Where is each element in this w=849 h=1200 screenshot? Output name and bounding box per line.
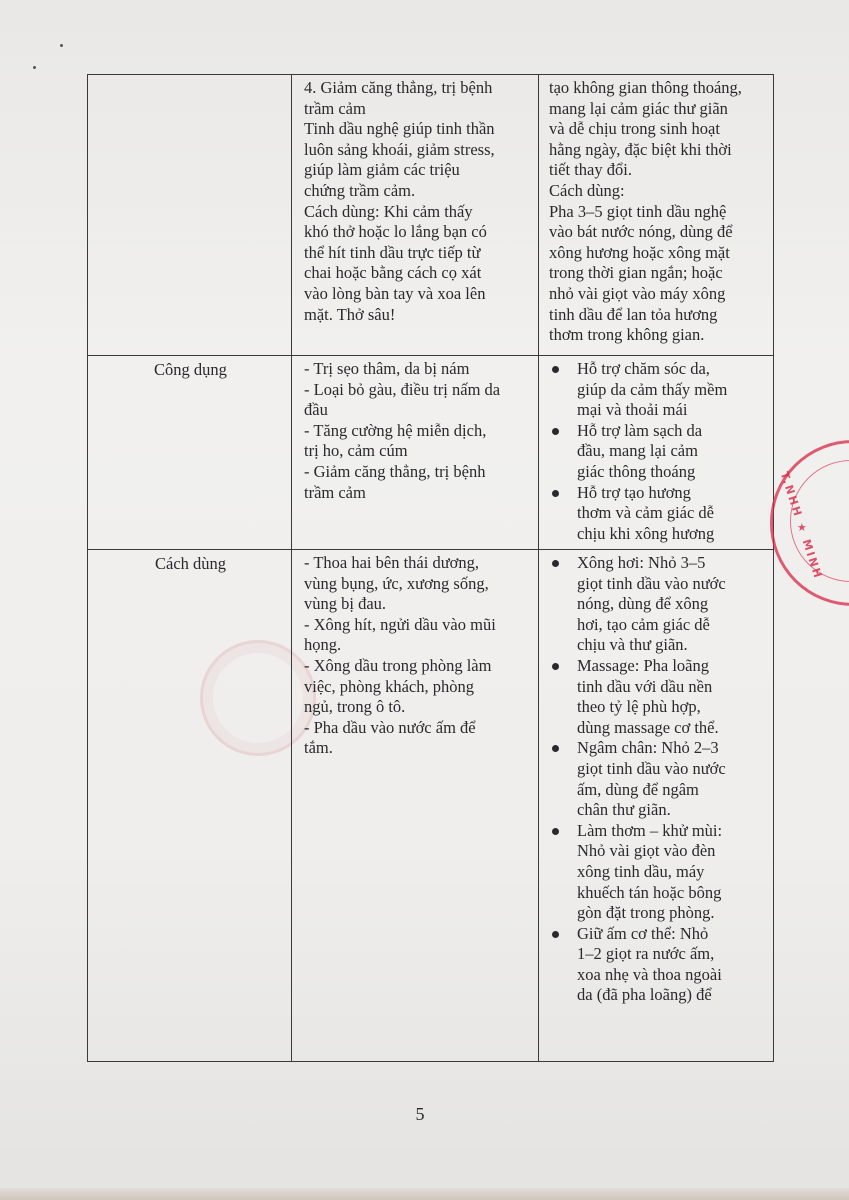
text-line: ngủ, trong ô tô. bbox=[304, 697, 406, 717]
page-bottom-edge bbox=[0, 1188, 849, 1200]
bullet-text-line: giác thông thoáng bbox=[577, 461, 696, 481]
document-table bbox=[87, 74, 774, 1062]
bullet-text-line: gòn đặt trong phòng. bbox=[577, 903, 715, 923]
bullet-text-line: Nhỏ vài giọt vào đèn bbox=[577, 841, 716, 861]
text-line: thơm trong không gian. bbox=[549, 325, 705, 345]
bullet-text-line: Làm thơm – khử mùi: bbox=[577, 820, 723, 840]
bullet-item bbox=[549, 421, 767, 483]
text-line: trị ho, cảm cúm bbox=[304, 441, 408, 461]
bullet-text-line: khuếch tán hoặc bông bbox=[577, 882, 722, 902]
page-number: 5 bbox=[415, 1104, 425, 1124]
bullet-text-line: Hỗ trợ tạo hương bbox=[577, 482, 691, 502]
text-line: 4. Giảm căng thẳng, trị bệnh bbox=[304, 78, 493, 97]
row2-bullet-list bbox=[549, 359, 767, 544]
table-row-continued bbox=[88, 75, 774, 356]
bullet-text-line: chịu và thư giãn. bbox=[577, 635, 688, 655]
bullet-text-line: Xông hơi: Nhỏ 3–5 bbox=[577, 553, 706, 572]
row3-col3-cell bbox=[539, 550, 774, 1062]
row2-col3-cell bbox=[539, 356, 774, 550]
text-line: mặt. Thở sâu! bbox=[304, 304, 396, 324]
text-line: vùng bụng, ức, xương sống, bbox=[304, 573, 489, 593]
bullet-text-line: tinh dầu với dầu nền bbox=[577, 676, 713, 696]
text-line: trầm cảm bbox=[304, 482, 366, 502]
bullet-text-line: Hỗ trợ làm sạch da bbox=[577, 420, 703, 440]
bullet-text-line: nóng, dùng để xông bbox=[577, 594, 709, 614]
text-line: chai hoặc bằng cách cọ xát bbox=[304, 263, 482, 283]
table-row-cach-dung bbox=[88, 550, 774, 1062]
text-line: việc, phòng khách, phòng bbox=[304, 676, 475, 696]
text-line: đầu bbox=[304, 400, 328, 420]
bullet-text-line: theo tỷ lệ phù hợp, bbox=[577, 697, 701, 717]
bullet-text-line: Giữ ấm cơ thể: Nhỏ bbox=[577, 923, 709, 943]
text-line: mang lại cảm giác thư giãn bbox=[549, 98, 728, 118]
row3-bullet-list bbox=[549, 553, 767, 1006]
bullet-text-line: chịu khi xông hương bbox=[577, 523, 715, 543]
row2-col2-cell bbox=[292, 356, 539, 550]
row1-col2-cell bbox=[292, 75, 539, 356]
bullet-text-line: xông tinh dầu, máy bbox=[577, 861, 705, 881]
bullet-text-line: đầu, mang lại cảm bbox=[577, 441, 698, 461]
text-line: - Loại bỏ gàu, điều trị nấm da bbox=[304, 379, 501, 399]
text-line: và dễ chịu trong sinh hoạt bbox=[549, 119, 720, 139]
row1-col3-text bbox=[549, 78, 767, 346]
bullet-text-line: 1–2 giọt ra nước ấm, bbox=[577, 944, 715, 964]
text-line: - Thoa hai bên thái dương, bbox=[304, 553, 479, 572]
text-line: vùng bị đau. bbox=[304, 594, 387, 614]
text-line: vào lòng bàn tay và xoa lên bbox=[304, 283, 486, 303]
text-line: tinh dầu để lan tỏa hương bbox=[549, 304, 718, 324]
row-label bbox=[88, 75, 292, 356]
text-line: giúp làm giảm các triệu bbox=[304, 160, 460, 180]
bullet-item bbox=[549, 924, 767, 1006]
bullet-item bbox=[549, 738, 767, 820]
text-line: Pha 3–5 giọt tinh dầu nghệ bbox=[549, 201, 727, 221]
row2-col2-text bbox=[304, 359, 528, 503]
bullet-item bbox=[549, 656, 767, 738]
text-line: - Xông dầu trong phòng làm bbox=[304, 655, 492, 675]
row1-col3-cell bbox=[539, 75, 774, 356]
row-label-cach-dung: Cách dùng bbox=[88, 550, 292, 1062]
text-line: vào bát nước nóng, dùng để bbox=[549, 222, 733, 242]
text-line: - Tăng cường hệ miễn dịch, bbox=[304, 420, 487, 440]
text-line: xông hương hoặc xông mặt bbox=[549, 242, 730, 262]
bullet-text-line: giọt tinh dầu vào nước bbox=[577, 758, 726, 778]
text-line: trong thời gian ngắn; hoặc bbox=[549, 263, 723, 283]
text-line: hằng ngày, đặc biệt khi thời bbox=[549, 139, 732, 159]
bullet-text-line: ấm, dùng để ngâm bbox=[577, 779, 699, 799]
text-line: - Trị sẹo thâm, da bị nám bbox=[304, 359, 470, 378]
stamp-text: T.NHH ★ MINH bbox=[777, 470, 825, 582]
bullet-text-line: da (đã pha loãng) để bbox=[577, 985, 712, 1005]
table-row-cong-dung bbox=[88, 356, 774, 550]
row3-col2-cell bbox=[292, 550, 539, 1062]
text-line: họng. bbox=[304, 635, 342, 655]
text-line: tạo không gian thông thoáng, bbox=[549, 78, 742, 97]
bullet-text-line: xoa nhẹ và thoa ngoài bbox=[577, 964, 722, 984]
bullet-item bbox=[549, 553, 767, 656]
text-line: trầm cảm bbox=[304, 98, 366, 118]
bullet-text-line: thơm và cảm giác dễ bbox=[577, 503, 715, 523]
dust-speck bbox=[60, 44, 63, 47]
text-line: - Pha dầu vào nước ấm để bbox=[304, 717, 476, 737]
bullet-text-line: mại và thoải mái bbox=[577, 400, 688, 420]
text-line: Tinh dầu nghệ giúp tinh thần bbox=[304, 119, 495, 139]
text-line: thể hít tinh dầu trực tiếp từ bbox=[304, 242, 481, 262]
text-line: tắm. bbox=[304, 738, 333, 758]
row1-col2-text bbox=[304, 78, 528, 325]
text-line: khó thở hoặc lo lắng bạn có bbox=[304, 222, 487, 242]
bullet-text-line: giúp da cảm thấy mềm bbox=[577, 379, 728, 399]
text-line: - Xông hít, ngửi dầu vào mũi bbox=[304, 614, 496, 634]
text-line: luôn sảng khoái, giảm stress, bbox=[304, 139, 495, 159]
row-label-cong-dung: Công dụng bbox=[88, 356, 292, 550]
bullet-text-line: dùng massage cơ thể. bbox=[577, 717, 719, 737]
text-line: Cách dùng: bbox=[549, 180, 625, 200]
bullet-text-line: hơi, tạo cảm giác dễ bbox=[577, 614, 710, 634]
bullet-text-line: Massage: Pha loãng bbox=[577, 655, 709, 675]
bullet-text-line: Hỗ trợ chăm sóc da, bbox=[577, 359, 710, 378]
bullet-text-line: giọt tinh dầu vào nước bbox=[577, 573, 726, 593]
bullet-item bbox=[549, 359, 767, 421]
text-line: nhỏ vài giọt vào máy xông bbox=[549, 283, 726, 303]
bullet-text-line: Ngâm chân: Nhỏ 2–3 bbox=[577, 738, 719, 758]
text-line: - Giảm căng thẳng, trị bệnh bbox=[304, 461, 486, 481]
text-line: tiết thay đổi. bbox=[549, 160, 632, 180]
bullet-item bbox=[549, 821, 767, 924]
row3-col2-text bbox=[304, 553, 528, 759]
dust-speck bbox=[33, 66, 36, 69]
bullet-text-line: chân thư giãn. bbox=[577, 800, 671, 820]
text-line: Cách dùng: Khi cảm thấy bbox=[304, 201, 473, 221]
text-line: chứng trầm cảm. bbox=[304, 180, 416, 200]
bullet-item bbox=[549, 483, 767, 545]
